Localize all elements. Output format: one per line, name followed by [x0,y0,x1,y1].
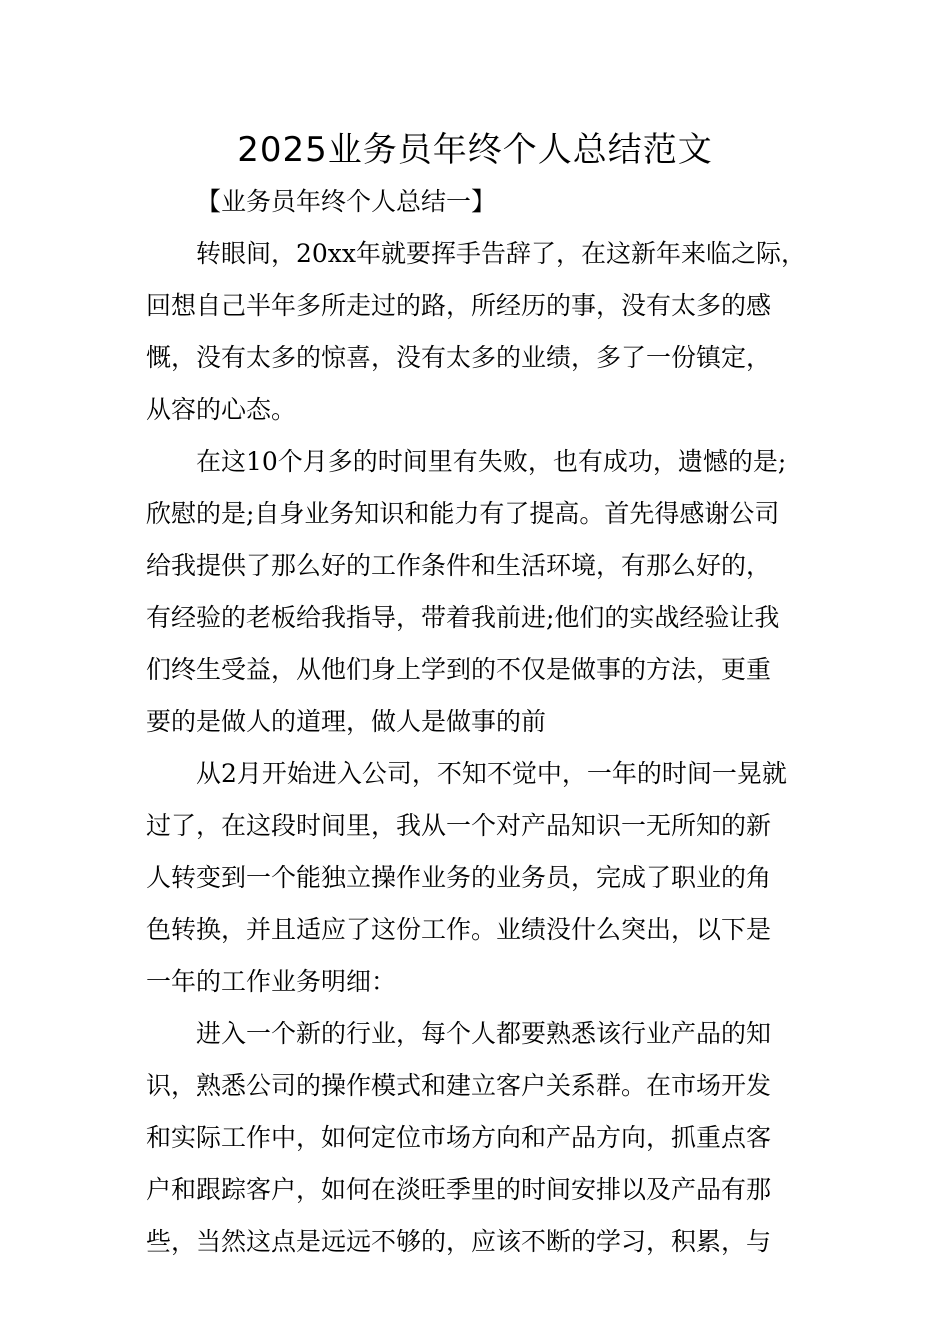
text-line: 进入一个新的行业，每个人都要熟悉该行业产品的知 [196,1019,772,1048]
text-line: 给我提供了那么好的工作条件和生活环境，有那么好的， [146,551,772,580]
text-line: 转眼间，20xx年就要挥手告辞了，在这新年来临之际， [196,239,807,268]
text-line: 些，当然这点是远远不够的，应该不断的学习，积累，与 [146,1227,772,1256]
text-line: 一年的工作业务明细： [146,967,397,996]
document-title: 2025业务员年终个人总结范文 [237,130,713,170]
text-line: 回想自己半年多所走过的路，所经历的事，没有太多的感 [146,291,772,320]
text-line: 识，熟悉公司的操作模式和建立客户关系群。在市场开发 [146,1071,772,1100]
document-body [146,176,826,1268]
text-line: 户和跟踪客户，如何在淡旺季里的时间安排以及产品有那 [146,1175,772,1204]
text-line: 色转换，并且适应了这份工作。业绩没什么突出，以下是 [146,915,772,944]
text-line: 从2月开始进入公司，不知不觉中，一年的时间一晃就 [196,759,787,788]
paragraph-lines [146,228,826,1268]
text-line: 欣慰的是;自身业务知识和能力有了提高。首先得感谢公司 [146,499,780,528]
text-line: 们终生受益，从他们身上学到的不仅是做事的方法，更重 [146,655,772,684]
text-line: 人转变到一个能独立操作业务的业务员，完成了职业的角 [146,863,772,892]
text-line: 从容的心态。 [146,395,297,424]
text-line: 过了，在这段时间里，我从一个对产品知识一无所知的新 [146,811,772,840]
text-line: 和实际工作中，如何定位市场方向和产品方向，抓重点客 [146,1123,772,1152]
text-line: 在这10个月多的时间里有失败，也有成功，遗憾的是; [196,447,787,476]
text-line: 要的是做人的道理，做人是做事的前 [146,707,547,736]
text-line: 有经验的老板给我指导，带着我前进;他们的实战经验让我 [146,603,780,632]
section-heading: 【业务员年终个人总结一】 [196,187,497,216]
text-line: 慨，没有太多的惊喜，没有太多的业绩，多了一份镇定， [146,343,772,372]
